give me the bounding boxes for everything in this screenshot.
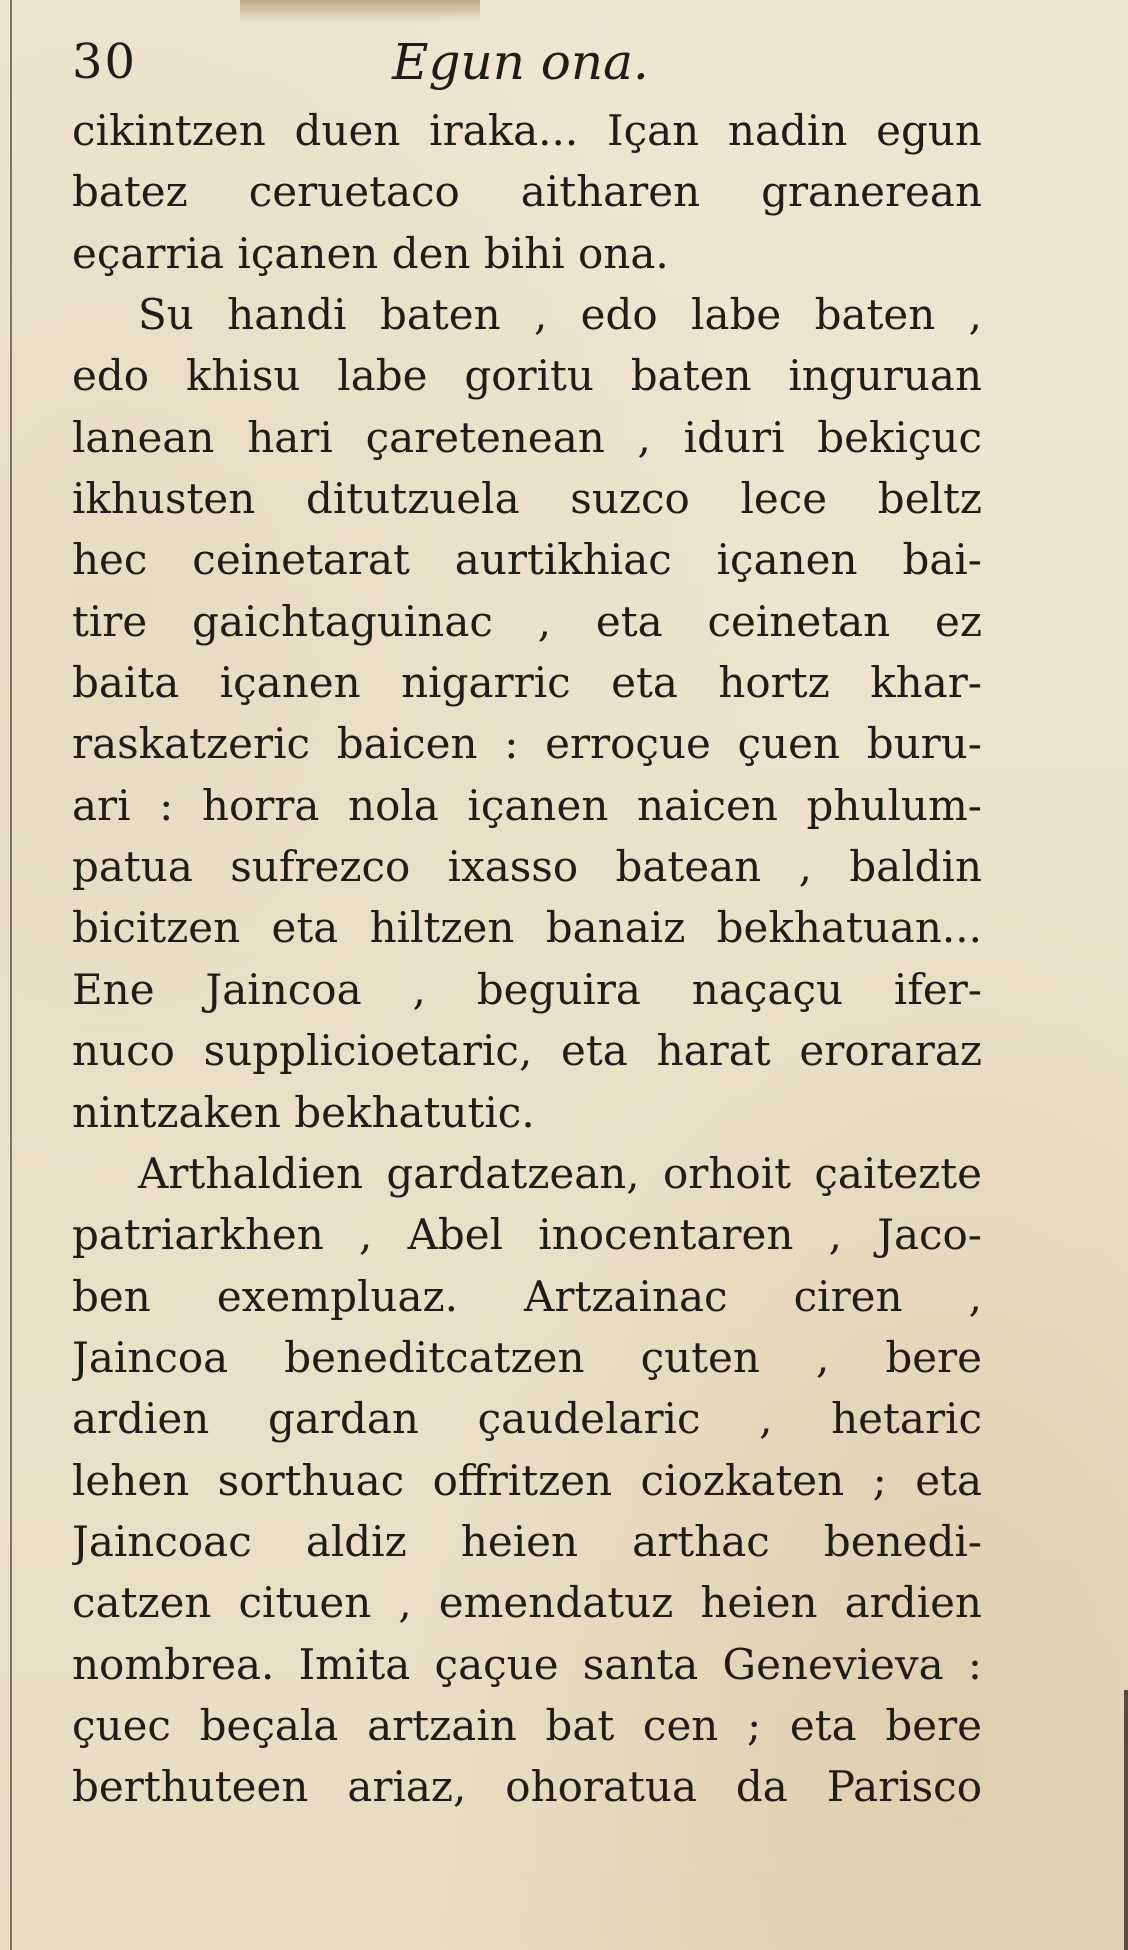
text-line: Su handi baten , edo labe baten ,	[138, 290, 982, 340]
text-line: ikhusten ditutzuela suzco lece beltz	[72, 474, 982, 524]
text-line: Ene Jaincoa , beguira naçaçu ifer-	[72, 964, 982, 1014]
running-head: Egun ona.	[392, 33, 649, 91]
text-line: bicitzen eta hiltzen banaiz bekhatuan...	[72, 903, 982, 953]
text-line: Jaincoac aldiz heien arthac benedi-	[72, 1516, 982, 1566]
page-edge-left	[10, 0, 12, 1950]
paper-stain	[240, 0, 480, 22]
text-line: baita içanen nigarric eta hortz khar-	[72, 658, 982, 708]
text-line: çuec beçala artzain bat cen ; eta bere	[72, 1700, 982, 1750]
text-line: Jaincoa beneditcatzen çuten , bere	[72, 1332, 982, 1382]
text-line: edo khisu labe goritu baten inguruan	[72, 351, 982, 401]
text-line: ari : horra nola içanen naicen phulum-	[72, 780, 982, 830]
text-line: nuco supplicioetaric, eta harat eroraraz	[72, 1026, 982, 1076]
text-line: nombrea. Imita çaçue santa Genevieva :	[72, 1639, 982, 1689]
page-header	[72, 30, 1072, 100]
text-line: berthuteen ariaz, ohoratua da Parisco	[72, 1762, 982, 1812]
text-line: lehen sorthuac offritzen ciozkaten ; eta	[72, 1455, 982, 1505]
text-line: eçarria içanen den bihi ona.	[72, 228, 669, 278]
text-line: lanean hari çaretenean , iduri bekiçuc	[72, 412, 982, 462]
text-line: cikintzen duen iraka... Içan nadin egun	[72, 106, 982, 155]
text-line: ben exempluaz. Artzainac ciren ,	[72, 1271, 982, 1321]
text-line: raskatzeric baicen : erroçue çuen buru-	[72, 719, 982, 769]
text-line: batez ceruetaco aitharen granerean	[72, 167, 982, 217]
text-line: patua sufrezco ixasso batean , baldin	[72, 842, 982, 892]
text-line: patriarkhen , Abel inocentaren , Jaco-	[72, 1210, 982, 1260]
page-edge-right	[1124, 1690, 1128, 1950]
text-line: nintzaken bekhatutic.	[72, 1087, 535, 1137]
text-line: tire gaichtaguinac , eta ceinetan ez	[72, 596, 982, 646]
text-line: Arthaldien gardatzean, orhoit çaitezte	[138, 1148, 982, 1198]
text-line: ardien gardan çaudelaric , hetaric	[72, 1394, 982, 1444]
text-line: catzen cituen , emendatuz heien ardien	[72, 1578, 982, 1628]
text-body	[72, 100, 982, 1818]
text-line: hec ceinetarat aurtikhiac içanen bai-	[72, 535, 982, 585]
page-number: 30	[72, 34, 138, 90]
